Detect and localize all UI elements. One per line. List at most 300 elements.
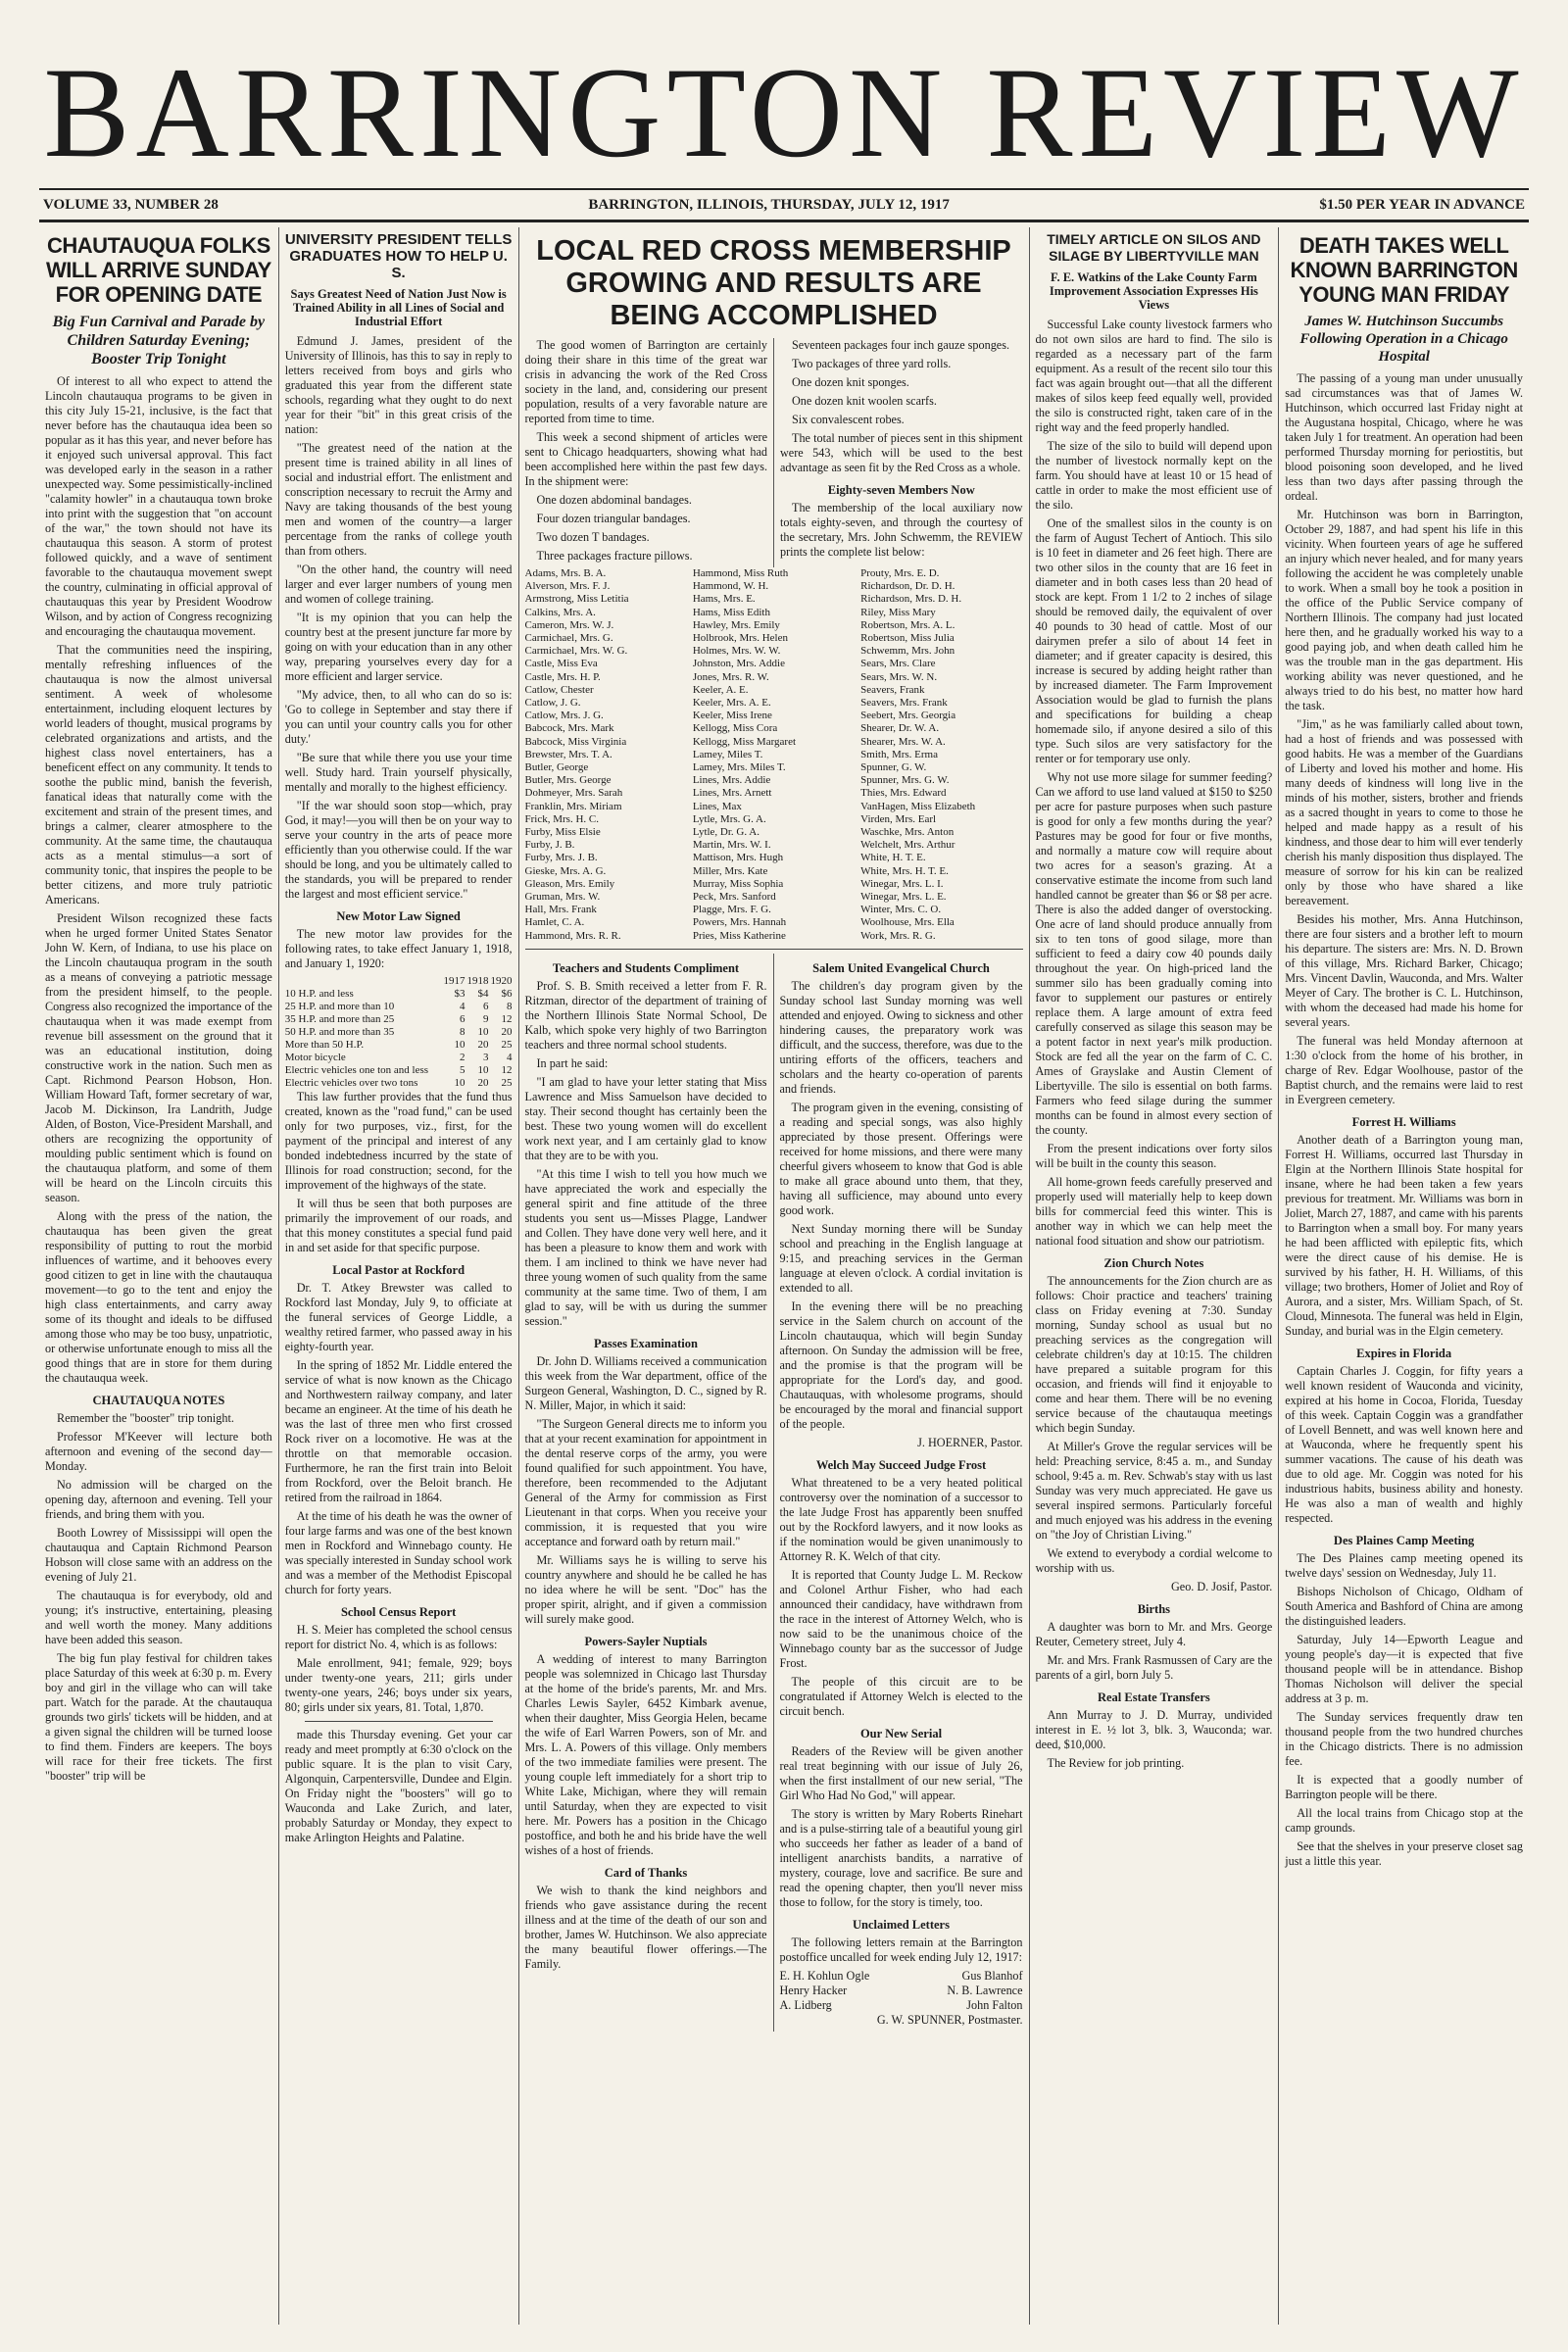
member-name: Frick, Mrs. H. C. — [524, 812, 599, 825]
paragraph: One dozen knit woolen scarfs. — [792, 394, 937, 408]
member-name: Powers, Mrs. Hannah — [692, 916, 787, 929]
paragraph: Of interest to all who expect to attend the Lincoln chautauqua programs to be given in this city July 15-21, inclusive, is the fact that never before has the chautauqua idea been so popular as it has this year, and never before has it enjoyed such universal approval. This fact was developed early in the season in a rather unexpected way. Some pessimistically-inclined "calamity howler" in a chautauqua town broke into print with the suggestion that "on account of the war," the town should not have its chautauqua this season. A storm of protest followed quickly, and a wave of sentiment favorable to the chautauqua movement swept the country, culminating in official approval of chautauquas this year by President Woodrow Wilson, and by action of Congress recognizing and encouraging the chautauqua movement. — [45, 374, 272, 638]
member-name: Smith, Mrs. Erma — [860, 748, 938, 760]
member-name: Adams, Mrs. B. A. — [524, 567, 607, 579]
paragraph: The people of this circuit are to be congratulated if Attorney Welch is elected to the circuit bench. — [779, 1674, 1023, 1718]
member-name: Cameron, Mrs. W. J. — [524, 618, 614, 631]
paragraph: In the spring of 1852 Mr. Liddle entered the service of what is now known as the Chicago and Northwestern railway company, and later became an engineer. At the time of his death he was the last of three men who first crossed Rock river on a locomotive. He was at the throttle on that memorable occasion. Furthermore, he ran the first train into Beloit from Rockford, over the Beloit branch. He retired from the railroad in 1864. — [284, 1358, 513, 1504]
member-name: Spunner, Mrs. G. W. — [860, 774, 950, 787]
paragraph: Mr. Hutchinson was born in Barrington, October 29, 1887, and had spent his life in this vicinity. When fourteen years of age he suffered an injury which never healed, and for many years following the accident he was completely unable to work. When a small boy he took a position in the office of the Public Service company of Northern Illinois. The company had just located here then, and he gradually worked his way to a good paying job, and when death called him he was the trouble man in the gas department. His working ability was never questioned, and he always tried to do his best, no matter how hard the task. — [1285, 508, 1523, 712]
paragraph: Captain Charles J. Coggin, for fifty years a well known resident of Wauconda and vicinity, expired at his home in Cocoa, Florida, Tuesday of this week. Captain Coggin was a grandfather of Lovell Bennett, and was well known here and at Wauconda, where he frequently spent his summer vacations. The cause of his death was due to old age. Mr. Coggin was noted for his industrious habits, business ability and honesty. He was also a man of wealth and highly respected. — [1285, 1364, 1523, 1525]
fee-amount: 20 — [477, 1077, 489, 1089]
births-body — [1036, 1620, 1273, 1683]
fee-amount: 6 — [460, 1013, 466, 1025]
paragraph: Besides his mother, Mrs. Anna Hutchinson, there are four sisters and a brother left to mourn his departure. The sisters are: Mrs. N. D. Brown of this village, Mrs. Richard Barker, Chicago; Mrs. Vincent Davlin, Wauconda, and Mrs. Walter Meyer of Cary. The brother is C. L. Hutchinson, with whom the deceased had made his home for several years. — [1285, 912, 1523, 1029]
newspaper-title: BARRINGTON REVIEW — [43, 40, 1525, 184]
member-name: Robertson, Miss Julia — [860, 632, 955, 645]
fee-amount: $6 — [501, 988, 513, 1000]
paragraph: Six convalescent robes. — [792, 413, 905, 426]
desplaines-body — [1285, 1551, 1523, 1869]
column-chautauqua — [39, 227, 279, 2325]
paragraph: Along with the press of the nation, the chautauqua has been given the great responsibility of putting to rout the morbid influences of wartime, and it behooves every good citizen to get in line with the chautauqua movement—to go to the tent and enjoy the high class entertainments, and carry away some of its thought and ideals to be diffused among those who may be too busy, unpatriotic, or otherwise unfortunate enough to miss all the good things that are in store for them during the chautauqua week. — [45, 1209, 272, 1385]
paragraph: It is reported that County Judge L. M. Reckow and Colonel Arthur Fisher, who had each announced their candidacy, have withdrawn from the race in the interest of Attorney Welch, who is now said to be the unanimous choice of the Winnebago county bar as the successor of Judge Frost. — [779, 1567, 1023, 1670]
serial-head: Our New Serial — [859, 1726, 943, 1740]
members-intro: The membership of the local auxiliary now totals eighty-seven, and through the courtesy of the secretary, Mrs. John Schwemm, the REVIEW prints the complete list below: — [780, 501, 1023, 559]
fee-year: 1920 — [490, 975, 513, 987]
column-university — [279, 227, 519, 2325]
member-name: Waschke, Mrs. Anton — [860, 826, 955, 839]
fee-amount: 20 — [477, 1039, 489, 1051]
paragraph: Readers of the Review will be given another real treat beginning with our issue of July 26, when the first installment of our new serial, "The Girl Who Had No God," will appear. — [779, 1743, 1023, 1802]
member-name: Carmichael, Mrs. G. — [524, 632, 613, 645]
member-name: Jones, Mrs. R. W. — [692, 670, 769, 683]
member-name: Winegar, Mrs. L. I. — [860, 877, 944, 890]
paragraph: The good women of Barrington are certainly doing their share in this time of the great war crisis in advancing the work of the Red Cross society in the land, and, considering our present population, results of a very favorable nature are reported from time to time. — [524, 338, 767, 425]
member-name: Gieske, Mrs. A. G. — [524, 864, 607, 877]
member-name: Virden, Mrs. Earl — [860, 812, 937, 825]
member-name: Keeler, Mrs. A. E. — [692, 697, 771, 710]
fee-amount: 10 — [454, 1039, 466, 1051]
member-name: Castle, Miss Eva — [524, 658, 598, 670]
member-name: Gruman, Mrs. W. — [524, 891, 601, 904]
member-name: Gleason, Mrs. Emily — [524, 877, 615, 890]
paragraph: Remember the "booster" trip tonight. — [57, 1411, 234, 1425]
frost-head: Welch May Succeed Judge Frost — [815, 1457, 987, 1472]
fee-amount: $3 — [454, 988, 466, 1000]
member-name: Plagge, Mrs. F. G. — [692, 904, 771, 916]
paragraph: Booth Lowrey of Mississippi will open the chautauqua and Captain Richmond Pearson Hobson will close same with an address on the evening of July 21. — [45, 1526, 272, 1584]
paragraph: See that the shelves in your preserve closet sag just a little this year. — [1285, 1839, 1523, 1868]
fee-amount: 20 — [501, 1026, 513, 1038]
fee-class: Electric vehicles one ton and less — [284, 1064, 429, 1076]
paragraph: In part he said: — [536, 1055, 609, 1070]
silos-deck: F. E. Watkins of the Lake County Farm Improvement Association Expresses His Views — [1049, 270, 1258, 312]
member-name: Prouty, Mrs. E. D. — [860, 567, 940, 579]
paragraph: "My advice, then, to all who can do so is: 'Go to college in September and stay there if you can until your country calls you for other duty.' — [284, 688, 513, 746]
zion-body — [1036, 1274, 1273, 1576]
fee-class: 25 H.P. and more than 10 — [284, 1001, 395, 1012]
university-body — [285, 334, 513, 902]
member-name: Lytle, Dr. G. A. — [692, 826, 760, 839]
fee-amount: 8 — [460, 1026, 466, 1038]
paragraph: The big fun play festival for children takes place Saturday of this week at 6:30 p. m. Every boy and girl in the village who can will take part. Watch for the parade. At the chautauqua grounds two girls' tickets will be hidden, and at a given signal the children will be turned loose to find them. Finders are keepers. The boys will race for their free tickets. The first "booster" trip will be — [45, 1651, 272, 1783]
redcross-intro-right — [774, 338, 1023, 567]
paragraph: The program given in the evening, consisting of a reading and special songs, was also highly appreciated by those present. Offerings were received for home missions, and there were many cheerful givers whoseem to know that God is able to make all grace abound unto them, that they, having all sufficience, may abound unto every good work. — [779, 1100, 1023, 1217]
paragraph: Why not use more silage for summer feeding? Can we afford to use land valued at $150 to $250 per acre for pasture purposes when such pasture is good for only a few months during the year? Pastures may be good for four or five months, and normally a mature cow will require about two acres for a season's grazing. At a conservative estimate the income from such land handled cannot be greater than $6 or $8 per acre. There is also the added danger of overstocking. One acre of land should produce annually from six to ten tons of good silage, more than sufficient to feed a dairy cow 40 pounds daily throughout the year. On high-priced land the summer silo has been gradually coming into favor to supplement our pastures or entirely replace them. A large amount of extra feed carefully conserved as silage this season may be a potent factor in next year's milk production. Stock are fed all the year on the farm of C. C. Ames of Grayslake and Austin Clement of Libertyville. The silo is essential on both farms. Farmers who feed silage during the summer months can be found in almost every section of the county. — [1035, 770, 1273, 1137]
letter-row — [780, 1969, 1023, 1984]
salem-body — [780, 979, 1023, 1432]
paragraph: This law further provides that the fund thus created, known as the "road fund," can be used only for two purposes, viz., first, for the payment of the principal and interest of any bonded indebtedness incurred by the state of Illinois for road construction; second, for the improvement of the highways of the state. — [284, 1090, 513, 1192]
member-name: Brewster, Mrs. T. A. — [524, 748, 612, 760]
member-name: Butler, George — [524, 761, 589, 774]
williams-head: Forrest H. Williams — [1351, 1115, 1456, 1129]
paragraph: Mr. Williams says he is willing to serve his country anywhere and should he be called he has no idea where he will be sent. "Doc" has the proper spirit, alright, and if given a commission will surely make good. — [524, 1552, 767, 1626]
paragraph: Two dozen T bandages. — [536, 530, 650, 544]
death-body — [1285, 371, 1523, 1107]
paragraph: Male enrollment, 941; female, 929; boys under twenty-one years, 211; girls under twenty-one years, 246; boys under six years, 80; girls under six years, 81. Total, 1,870. — [284, 1656, 513, 1714]
salem-signature: J. HOERNER, Pastor. — [917, 1435, 1023, 1449]
member-name: Thies, Mrs. Edward — [860, 787, 947, 800]
fee-row — [285, 1001, 513, 1013]
member-name: Schwemm, Mrs. John — [860, 645, 956, 658]
redcross-story — [519, 227, 1029, 954]
fee-amount: 12 — [501, 1064, 513, 1076]
letter-recipient: Henry Hacker — [779, 1983, 848, 1997]
postmaster-signature: G. W. SPUNNER, Postmaster. — [876, 2012, 1023, 2027]
member-name: Sears, Mrs. Clare — [860, 658, 936, 670]
member-name: Pries, Miss Katherine — [692, 929, 786, 942]
member-name: Dohmeyer, Mrs. Sarah — [524, 787, 623, 800]
column-death — [1279, 227, 1529, 2325]
exam-head: Passes Examination — [594, 1336, 698, 1350]
member-name: Catlow, Mrs. J. G. — [524, 710, 604, 722]
paragraph: From the present indications over forty silos will be built in the county this season. — [1035, 1142, 1273, 1170]
fee-class: More than 50 H.P. — [284, 1039, 365, 1051]
letters-list — [780, 1969, 1023, 2013]
members-head: Eighty-seven Members Now — [827, 483, 975, 497]
member-name: Richardson, Mrs. D. H. — [860, 593, 962, 606]
paragraph: This week a second shipment of articles were sent to Chicago headquarters, showing what had been accomplished here within the past few days. In the shipment were: — [524, 430, 767, 488]
motor-law-body — [285, 1090, 513, 1255]
member-name: Winter, Mrs. C. O. — [860, 904, 942, 916]
paragraph: The chautauqua is for everybody, old and young; it's instructive, entertaining, pleasing and well worth the money. Many additions have been added this season. — [45, 1589, 272, 1646]
paragraph: President Wilson recognized these facts when he urged former United States Senator John W. Kern, of Indiana, to use his place on the Lincoln chautauqua program in the south as a means of conveying a patriotic message from the president himself, to the people. Congress also recognized the importance of the chautauqua when it was made exempt from revenue bill assessment on the ground that it was an educational institution, doing constructive work in the nation. Such men as Capt. Richmond Pearson Hobson, Hon. William Howard Taft, former secretary of war, Jacob M. Dickinson, Ira Landrith, Judge Alden, of Boston, Vice-President Marshall, and others are recognizing the opportunity of moulding public sentiment which is found on the chautauqua platform, and some of them will be heard on the Lincoln circuits this season. — [45, 911, 272, 1204]
paragraph: Two packages of three yard rolls. — [792, 357, 952, 370]
fee-amount: 25 — [501, 1039, 513, 1051]
fee-amount: 8 — [507, 1001, 513, 1012]
member-name: Hammond, Mrs. R. R. — [524, 929, 621, 942]
member-name: Lamey, Mrs. Miles T. — [692, 761, 786, 774]
booster-continuation: made this Thursday evening. Get your car ready and meet promptly at 6:30 o'clock on the public square. It is the plan to visit Cary, Algonquin, Carpentersville, Dundee and Elgin. On Friday night the "boosters" will go to Wauconda and Lake Zurich, and later, probably Saturday or Monday, they expect to make Arlington Heights and Palatine. — [284, 1728, 513, 1844]
chautauqua-notes-head: CHAUTAUQUA NOTES — [92, 1394, 225, 1407]
fee-year: 1918 — [466, 975, 489, 987]
frost-body — [780, 1476, 1023, 1719]
paragraph: Prof. S. B. Smith received a letter from F. R. Ritzman, director of the department of training of the Northern Illinois State Normal School, De Kalb, which spoke very highly of two Barrington teachers and three normal school students. — [524, 978, 767, 1052]
fee-row — [285, 1077, 513, 1090]
subscription-price: $1.50 PER YEAR IN ADVANCE — [1319, 196, 1525, 213]
paragraph: All home-grown feeds carefully preserved and properly used will materially help to keep down bills for commercial feed this winter. This is another way in which we can help meet the national food situation and show our patriotism. — [1035, 1175, 1273, 1248]
paragraph: Edmund J. James, president of the University of Illinois, has this to say in reply to letters received from boys and girls who graduated this year from the different state schools, regarding what they ought to do next year for their "bit" in this great crisis of the nation: — [284, 334, 513, 436]
salem-head: Salem United Evangelical Church — [812, 960, 990, 975]
paragraph: One of the smallest silos in the county is on the farm of August Techert of Antioch. This silo is 10 feet in diameter and 26 feet high. There are two other silos in the county that are 16 feet in diameter and in both cases less than 20 head of stock are kept. From 1 1/2 to 2 inches of silage should be removed daily, the equivalent of over 40 pounds to 30 head of cattle. Most of our dairymen prefer a silo of about 14 feet in diameter; and if greater capacity is desired, this increase is secured by adding height rather than by increased diameter. The Farm Improvement Association would be glad to furnish the plans and specifications for building a cheap homemade silo, if anyone desired a silo of this type. Such silos are very satisfactory for the renter or for temporary use only. — [1035, 516, 1273, 765]
pastor-body — [285, 1281, 513, 1597]
member-name: Keeler, A. E. — [692, 683, 749, 696]
fee-row — [285, 1039, 513, 1052]
motor-fee-table — [285, 975, 513, 1090]
motor-law-head: New Motor Law Signed — [336, 909, 461, 923]
member-name: Winegar, Mrs. L. E. — [860, 891, 947, 904]
member-name: Carmichael, Mrs. W. G. — [524, 645, 628, 658]
masthead — [39, 39, 1529, 186]
redcross-shipment — [780, 338, 1023, 475]
dateline-bar — [39, 188, 1529, 222]
place-date: BARRINGTON, ILLINOIS, THURSDAY, JULY 12, 1917 — [588, 196, 950, 213]
paragraph: Seventeen packages four inch gauze sponges. — [792, 338, 1009, 352]
member-list — [525, 567, 1023, 943]
redcross-intro-columns — [525, 338, 1023, 567]
paragraph: At the time of his death he was the owner of four large farms and was one of the best known men in Rockford and Winnebago county. He was specially interested in Sunday school work and was a member of the Methodist Episcopal church for forty years. — [284, 1509, 513, 1596]
estate-body — [1036, 1708, 1273, 1752]
zion-signature: Geo. D. Josif, Pastor. — [1170, 1580, 1273, 1593]
teachers-body — [525, 979, 767, 1329]
member-name: White, Mrs. H. T. E. — [860, 864, 949, 877]
nuptials-body — [525, 1652, 767, 1858]
paragraph: All the local trains from Chicago stop at the camp grounds. — [1285, 1806, 1523, 1835]
paragraph: One dozen abdominal bandages. — [536, 493, 692, 507]
paragraph: "Be sure that while there you use your time well. Study hard. Train yourself physically, mentally and morally to the highest efficiency. — [284, 751, 513, 794]
member-name: Hammond, Miss Ruth — [692, 567, 789, 579]
column-silos — [1030, 227, 1280, 2325]
center-columns — [519, 227, 1030, 2325]
florida-body — [1285, 1364, 1523, 1526]
paragraph: The funeral was held Monday afternoon at 1:30 o'clock from the home of his brother, in charge of Rev. Edgar Woolhouse, pastor of the Baptist church, and the remains were laid to rest in Evergreen cemetery. — [1285, 1034, 1523, 1106]
paragraph: It is expected that a goodly number of Barrington people will be there. — [1285, 1773, 1523, 1801]
letter-recipient: N. B. Lawrence — [947, 1983, 1023, 1997]
paragraph: The passing of a young man under unusually sad circumstances was that of James W. Hutchinson, which occurred last Friday night at the Augustana hospital, Chicago, where he was taken July 1 for treatment. An operation had been performed Thursday morning for periostitis, but blood poisoning soon developed, and he lived less than two days after passing through the ordeal. — [1285, 371, 1523, 503]
nuptials-head: Powers-Sayler Nuptials — [584, 1634, 708, 1648]
member-name: Work, Mrs. R. G. — [860, 929, 936, 942]
paragraph: It will thus be seen that both purposes are primarily the improvement of our roads, and that this money constitutes a special fund paid in and set aside for that specific purpose. — [284, 1197, 513, 1254]
paragraph: Ann Murray to J. D. Murray, undivided interest in E. ½ lot 3, blk. 3, Wauconda; war. deed, $10,000. — [1035, 1708, 1273, 1751]
paragraph: The Des Plaines camp meeting opened its twelve days' session on Wednesday, July 11. — [1285, 1551, 1523, 1580]
fee-class: Motor bicycle — [284, 1052, 346, 1063]
member-name: Mattison, Mrs. Hugh — [692, 852, 784, 864]
fee-amount: 12 — [501, 1013, 513, 1025]
fee-amount: 4 — [460, 1001, 466, 1012]
member-name: Seebert, Mrs. Georgia — [860, 710, 956, 722]
member-name: Castle, Mrs. H. P. — [524, 670, 601, 683]
fee-amount: 6 — [483, 1001, 489, 1012]
member-name: Seavers, Frank — [860, 683, 925, 696]
florida-head: Expires in Florida — [1356, 1347, 1452, 1360]
member-name: Kellogg, Miss Margaret — [692, 735, 797, 748]
paragraph: No admission will be charged on the opening day, afternoon and evening. Tell your friends, and bring them with you. — [45, 1478, 272, 1521]
member-name: Peck, Mrs. Sanford — [692, 891, 776, 904]
letter-row — [780, 1984, 1023, 1998]
member-name: Sears, Mrs. W. N. — [860, 670, 938, 683]
paragraph: "The Surgeon General directs me to inform you that at your recent examination for appointment in the dental reserve corps of the army, you were found qualified for such appointment. You have, therefore, been recommended to the Adjutant General of the Army for commission as First Lieutenant in that corps. When you receive your commission, it is requested that you wire acceptance and forward oath by return mail." — [524, 1416, 767, 1548]
paragraph: A daughter was born to Mr. and Mrs. George Reuter, Cemetery street, July 4. — [1035, 1620, 1273, 1648]
member-name: Hall, Mrs. Frank — [524, 904, 597, 916]
center-lower — [519, 954, 1029, 2032]
letter-row — [780, 1998, 1023, 2013]
paragraph: The size of the silo to build will depend upon the number of livestock normally kept on the farm. You should have at least 10 or 15 head of cattle in order to make the most efficient use of the silo. — [1035, 439, 1273, 512]
university-deck: Says Greatest Need of Nation Just Now is Trained Ability in all Lines of Social and Industrial Effort — [290, 287, 507, 328]
member-name: Armstrong, Miss Letitia — [524, 593, 629, 606]
paragraph: One dozen knit sponges. — [792, 375, 909, 389]
member-name: Furby, J. B. — [524, 839, 575, 852]
silos-body — [1036, 318, 1273, 1249]
member-name: Babcock, Miss Virginia — [524, 735, 627, 748]
member-name: Martin, Mrs. W. I. — [692, 839, 771, 852]
member-name: Hammond, W. H. — [692, 580, 769, 593]
page-columns — [39, 227, 1529, 2325]
death-deck: James W. Hutchinson Succumbs Following Operation in a Chicago Hospital — [1299, 314, 1508, 365]
paragraph: Three packages fracture pillows. — [536, 549, 693, 563]
letter-recipient: John Falton — [966, 1997, 1023, 2012]
paragraph: "On the other hand, the country will need larger and ever larger numbers of young men and women of college training. — [284, 563, 513, 606]
paragraph: We wish to thank the kind neighbors and friends who gave assistance during the recent illness and at the time of the death of our son and brother, James W. Hutchinson. We also appreciate the many beautiful flower offerings.—The Family. — [524, 1883, 767, 1971]
pastor-head: Local Pastor at Rockford — [332, 1263, 466, 1277]
member-name: Furby, Mrs. J. B. — [524, 852, 598, 864]
fee-row — [285, 1013, 513, 1026]
paragraph: Dr. John D. Williams received a communication this week from the War department, office of the Surgeon General, Washington, D. C., signed by R. N. Miller, Major, in which it said: — [524, 1353, 767, 1412]
member-name: Hams, Miss Edith — [692, 606, 770, 618]
paragraph: "If the war should soon stop—which, pray God, it may!—you will then be on your way to serve your country in the arts of peace more efficiently than you otherwise could. If the war should be long, and you be ultimately called to the standards, you will be prepared to render the largest and most efficient service." — [284, 799, 513, 901]
member-name: Lamey, Miles T. — [692, 748, 763, 760]
paragraph: In the evening there will be no preaching service in the Salem church on account of the Lincoln chautauqua, which will begin Sunday afternoon. On Sunday the admission will be free, and the promise is that the program will be appropriate for the Lord's day, and good. Chautauquas, with wholesome programs, should be encouraged by the moral and financial support of the people. — [779, 1298, 1023, 1431]
census-body — [285, 1623, 513, 1715]
member-name: VanHagen, Miss Elizabeth — [860, 800, 976, 812]
paragraph: The Sunday services frequently draw ten thousand people from the two hundred churches in the Chicago districts. There is no admission fee. — [1285, 1710, 1523, 1768]
paragraph: The announcements for the Zion church are as follows: Choir practice and teachers' training class on Friday evening at 7:30. Sunday morning, Sunday school as usual but no preaching services as the congregation will celebrate children's day at 10:15. The children have prepared a suitable program for this occasion, and friends will find it enjoyable to come and hear them. There will be no evening service because of the chautauqua meetings which begin Sunday. — [1035, 1274, 1273, 1435]
letters-intro: The following letters remain at the Barrington postoffice uncalled for week ending July 12, 1917: — [779, 1935, 1023, 1964]
job-printing-notice: The Review for job printing. — [1047, 1756, 1185, 1770]
member-name: Woolhouse, Mrs. Ella — [860, 916, 955, 929]
death-headline: DEATH TAKES WELL KNOWN BARRINGTON YOUNG MAN FRIDAY — [1290, 233, 1518, 307]
motor-law-intro: The new motor law provides for the following rates, to take effect January 1, 1918, and January 1, 1920: — [284, 927, 513, 970]
member-name: Hams, Mrs. E. — [692, 593, 756, 606]
divider — [305, 1721, 493, 1722]
member-name: Lines, Max — [692, 800, 742, 812]
divider — [525, 949, 1023, 950]
fee-amount: 5 — [460, 1064, 466, 1076]
chautauqua-notes — [45, 1411, 272, 1784]
member-name: White, H. T. E. — [860, 852, 926, 864]
fee-row — [285, 1026, 513, 1039]
fee-class: 10 H.P. and less — [284, 988, 354, 1000]
fee-row — [285, 988, 513, 1001]
paragraph: That the communities need the inspiring, mentally refreshing influences of the chautauqua is now the almost universal sentiment. A week of wholesome entertainment, including eloquent lectures by world leaders of thought, musical programs by celebrated organizations and artists, and the highest class novel entertainers, has a beneficent effect on any community. It tends to soothe the public mind, banish the feverish, fanatical ideas that naturally come with the excitement and strain of the present times, and brings a calmer, clearer atmosphere to the community. At the same time, the chautauqua acts as a mental stimulus—a sort of community tonic, that inspires the people to be better citizens, and more truly patriotic Americans. — [45, 643, 272, 906]
member-name: Alverson, Mrs. F. J. — [524, 580, 611, 593]
member-name: Lines, Mrs. Arnett — [692, 787, 772, 800]
member-name: Calkins, Mrs. A. — [524, 606, 596, 618]
fee-amount: 3 — [483, 1052, 489, 1063]
paragraph: Dr. T. Atkey Brewster was called to Rockford last Monday, July 9, to officiate at the funeral services of George Liddle, a wealthy retired farmer, who passed away in his eighty-fourth year. — [284, 1281, 513, 1353]
letter-recipient: A. Lidberg — [779, 1997, 832, 2012]
paragraph: Successful Lake county livestock farmers who do not own silos are hard to find. The silo is regarded as a necessary part of the farm equipment. As a result of the recent silo tour this fact was again brought out—that all the different makes of silos keep feed equally well, provided the silo is constructed right, taken care of in the right way and the feed properly handled. — [1035, 318, 1273, 434]
member-name: Shearer, Mrs. W. A. — [860, 735, 946, 748]
member-name: Hamlet, C. A. — [524, 916, 585, 929]
member-name: Murray, Miss Sophia — [692, 877, 784, 890]
member-name: Kellogg, Miss Cora — [692, 722, 778, 735]
paragraph: "The greatest need of the nation at the present time is trained ability in all lines of social and industrial effort. The enlistment and conscription necessary to recruit the Army and Navy are taking thousands of the best young men and women of the country—a larger percentage from the ranks of college youth than from others. — [284, 441, 513, 558]
member-name: Lines, Mrs. Addie — [692, 774, 771, 787]
member-name: Keeler, Miss Irene — [692, 710, 772, 722]
fee-amount: 2 — [460, 1052, 466, 1063]
estate-head: Real Estate Transfers — [1097, 1690, 1210, 1704]
member-name: Franklin, Mrs. Miriam — [524, 800, 622, 812]
chautauqua-deck: Big Fun Carnival and Parade by Children Saturday Evening; Booster Trip Tonight — [52, 314, 266, 368]
fee-class: 50 H.P. and more than 35 — [284, 1026, 395, 1038]
paragraph: The children's day program given by the Sunday school last Sunday morning was well attended and enjoyed. Owing to sickness and other hindering causes, the preparatory work was difficult, and the success, therefore, was due to the untiring efforts of the officers, teachers and scholars and the hearty co-operation of parents and friends. — [779, 978, 1023, 1096]
university-headline: UNIVERSITY PRESIDENT TELLS GRADUATES HOW TO HELP U. S. — [284, 231, 513, 281]
paragraph: Bishops Nicholson of Chicago, Oldham of South America and Bashford of China are among the distinguished leaders. — [1285, 1585, 1523, 1628]
letter-recipient: Gus Blanhof — [961, 1968, 1023, 1983]
member-name: Furby, Miss Elsie — [524, 826, 601, 839]
column-teachers — [519, 954, 774, 2032]
member-name: Riley, Miss Mary — [860, 606, 936, 618]
paragraph: Another death of a Barrington young man, Forrest H. Williams, occurred last Thursday in Elgin at the Northern Illinois State hospital for insane, where he had been taken a few years previous for treatment. Mr. Williams was born in Joliet, March 27, 1887, and came with his parents to Barrington when a small boy. For many years he had been afflicted with epileptic fits, which were the direct cause of his demise. He is survived by his father, H. H. Williams, of this village; two brothers, Homer of Joliet and Roy of Aurora, and a sister, Mrs. William Spach, of St. Cloud, Minnesota. The funeral was held in Elgin, Sunday, and burial was in the Elgin cemetery. — [1285, 1133, 1523, 1338]
fee-class: Electric vehicles over two tons — [284, 1077, 418, 1089]
zion-head: Zion Church Notes — [1103, 1256, 1204, 1270]
fee-class: 35 H.P. and more than 25 — [284, 1013, 395, 1025]
fee-amount: 25 — [501, 1077, 513, 1089]
williams-body — [1285, 1133, 1523, 1339]
paragraph: The total number of pieces sent in this shipment were 543, which will be used to the best advantage as seen fit by the Red Cross as a whole. — [780, 431, 1023, 474]
teachers-head: Teachers and Students Compliment — [552, 960, 740, 975]
paragraph: Saturday, July 14—Epworth League and young people's day—it is expected that five thousand people will be in attendance. Bishop Thomas Nicholson will deliver the special address at 3 p. m. — [1285, 1633, 1523, 1705]
fee-amount: 4 — [507, 1052, 513, 1063]
member-name: Butler, Mrs. George — [524, 774, 612, 787]
redcross-intro-left — [525, 338, 775, 567]
column-church — [774, 954, 1029, 2032]
fee-amount: 9 — [483, 1013, 489, 1025]
chautauqua-headline: CHAUTAUQUA FOLKS WILL ARRIVE SUNDAY FOR OPENING DATE — [45, 233, 271, 307]
chautauqua-body — [45, 374, 272, 1386]
member-name: Catlow, J. G. — [524, 697, 581, 710]
fee-row — [285, 1064, 513, 1077]
paragraph: We extend to everybody a cordial welcome to worship with us. — [1035, 1546, 1273, 1575]
serial-body — [780, 1744, 1023, 1910]
paragraph: What threatened to be a very heated political controversy over the nomination of a successor to the late Judge Frost has apparently been snuffed out by the Rockford lawyers, and it now looks as if the nomination would be given unanimously to Attorney R. K. Welch of that city. — [779, 1475, 1023, 1563]
census-head: School Census Report — [340, 1605, 457, 1619]
member-name: Holbrook, Mrs. Helen — [692, 632, 788, 645]
paragraph: A wedding of interest to many Barrington people was solemnized in Chicago last Thursday at the home of the bride's parents, Mr. and Mrs. Charles Lewis Sayler, 6452 Kimbark avenue, when their daughter, Miss Georgia Helen, became the wife of Earl Warren Powers, son of Mr. and Mrs. L. A. Powers of this village. Only members of the two immediate families were present. The young couple left immediately for a short trip to White Lake, Michigan, where they will remain until Saturday, when they are expected to visit here. Mr. Powers has a position in the Chicago postoffice, and both he and his bride have the well wishes of a host of friends. — [524, 1651, 767, 1857]
member-name: Holmes, Mrs. W. W. — [692, 645, 781, 658]
paragraph: "At this time I wish to tell you how much we have appreciated the work and especially the general spirit and fine attitude of the three students you sent us—Misses Plagge, Landwer and Collen. They have done very well here, and it has been a pleasure to know them and work with them. I am inclined to think we have never had three young women of such quality from the same community at the same time. Two of them, I am glad to say, will be with us during the summer session." — [524, 1166, 767, 1328]
fee-amount: 10 — [454, 1077, 466, 1089]
member-name: Seavers, Mrs. Frank — [860, 697, 948, 710]
member-name: Hawley, Mrs. Emily — [692, 618, 780, 631]
fee-amount: $4 — [477, 988, 489, 1000]
paragraph: Mr. and Mrs. Frank Rasmussen of Cary are the parents of a girl, born July 5. — [1035, 1653, 1273, 1682]
thanks-head: Card of Thanks — [604, 1865, 688, 1880]
member-name: Shearer, Dr. W. A. — [860, 722, 940, 735]
fee-amount: 10 — [477, 1064, 489, 1076]
volume-number: VOLUME 33, NUMBER 28 — [43, 196, 219, 213]
member-name: Robertson, Mrs. A. L. — [860, 618, 956, 631]
thanks-body — [525, 1884, 767, 1972]
paragraph: "I am glad to have your letter stating that Miss Lawrence and Miss Samuelson have decided to stay. Their second thought has certainly been the best. These two young women will do excellent work next year, and I am certainly glad to know that they are to be with you. — [524, 1074, 767, 1162]
member-name: Johnston, Mrs. Addie — [692, 658, 785, 670]
paragraph: Professor M'Keever will lecture both afternoon and evening of the second day—Monday. — [45, 1430, 272, 1473]
member-name: Welchelt, Mrs. Arthur — [860, 839, 956, 852]
member-name: Lytle, Mrs. G. A. — [692, 812, 766, 825]
paragraph: Four dozen triangular bandages. — [536, 512, 691, 525]
desplaines-head: Des Plaines Camp Meeting — [1333, 1534, 1475, 1547]
paragraph: H. S. Meier has completed the school census report for district No. 4, which is as follows: — [284, 1623, 513, 1651]
member-name: Catlow, Chester — [524, 683, 594, 696]
paragraph: The story is written by Mary Roberts Rinehart and is a pulse-stirring tale of a beautiful young girl who succeeds her father as leader of a band of intelligent anarchists bandits, a narrative of mystery, courage, love and sacrifice. Be sure and read the opening chapter, then you'll never miss those to follow, for the story is timely, too. — [779, 1806, 1023, 1909]
member-name: Miller, Mrs. Kate — [692, 864, 768, 877]
silos-headline: TIMELY ARTICLE ON SILOS AND SILAGE BY LIBERTYVILLE MAN — [1047, 231, 1261, 264]
letter-recipient: E. H. Kohlun Ogle — [779, 1968, 870, 1983]
paragraph: "It is my opinion that you can help the country best at the present juncture far more by going on with your education than in any other way, preparing yourselves every day for a more efficient and larger service. — [284, 611, 513, 683]
member-name: Richardson, Dr. D. H. — [860, 580, 956, 593]
paragraph: At Miller's Grove the regular services will be held: Preaching service, 8:45 a. m., and Sunday school, 9:45 a. m. Rev. Schwab's stay with us last Sunday was very much appreciated. He gave us several inspired sermons. Particularly forceful and much enjoyed was his address in the evening on "the Joy of Christian Living." — [1035, 1440, 1273, 1542]
paragraph: Next Sunday morning there will be Sunday school and preaching in the English language at 9:15, and preaching services in the German language at eleven o'clock. A cordial invitation is extended to all. — [779, 1221, 1023, 1295]
member-name: Spunner, G. W. — [860, 761, 927, 774]
paragraph: "Jim," as he was familiarly called about town, had a host of friends and was possessed with good habits. He was a member of the Guardians of Liberty and loved his mother and home. His many deeds of kindness will long live in the minds of his mother, sisters, brother and friends as a sacred thought in years to come to those he helped and made happy as a result of his kindness, and those dear to him will ever tenderly cherish his manly disposition thus displayed. The measure of sorrow for his kin can be realized only by those who have shared a like bereavement. — [1285, 717, 1523, 907]
redcross-headline: LOCAL RED CROSS MEMBERSHIP GROWING AND RESULTS ARE BEING ACCOMPLISHED — [536, 235, 1011, 331]
births-head: Births — [1137, 1602, 1171, 1616]
exam-body — [525, 1354, 767, 1627]
fee-year: 1917 — [443, 975, 466, 987]
fee-row — [285, 1052, 513, 1064]
letters-head: Unclaimed Letters — [853, 1917, 950, 1932]
member-name: Babcock, Mrs. Mark — [524, 722, 614, 735]
